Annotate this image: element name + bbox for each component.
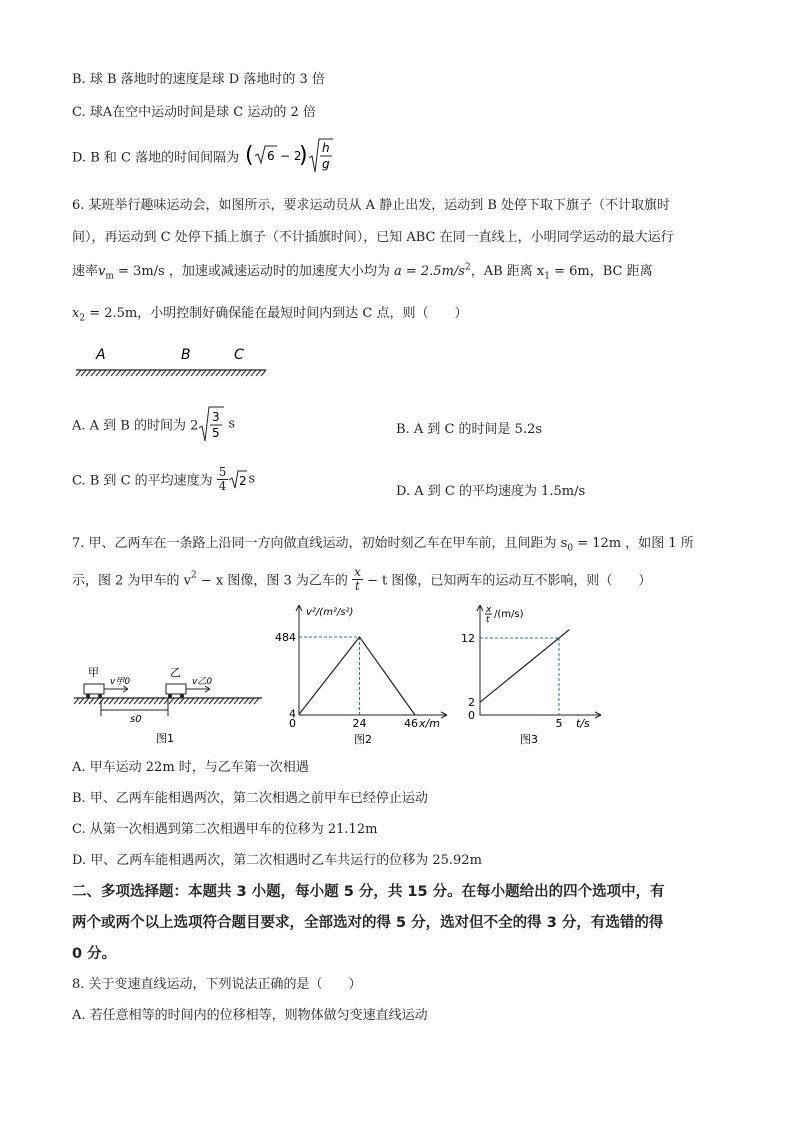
q7-figure-2-chart (275, 603, 450, 746)
denominator: 5 (212, 426, 221, 440)
q6-option-c (72, 466, 255, 506)
road-hatching (74, 698, 259, 704)
q5-option-b: B. 球 B 落地时的速度是球 D 落地时的 3 倍 (72, 72, 325, 87)
text: − x 图像，图 3 为乙车的 (196, 573, 348, 589)
acceleration: a = 2.5m/s (394, 264, 465, 279)
superscript: 2 (191, 570, 197, 581)
denominator: t (355, 578, 360, 593)
q6-stem-line4 (72, 302, 467, 324)
radicand-six: 6 (267, 149, 275, 163)
q8-stem: 8. 关于变速直线运动，下列说法正确的是（ ） (72, 977, 362, 992)
y-axis-label-numerator: x (486, 605, 492, 615)
q7-option-d: D. 甲、乙两车能相遇两次，第二次相遇时乙车共运行的位移为 25.92m (72, 853, 482, 868)
unit: s (248, 471, 256, 487)
q6-figure-track (72, 342, 272, 382)
series-line-v2-x (299, 637, 415, 715)
numerator: 5 (218, 465, 227, 479)
car-yi (166, 684, 186, 694)
minus-two: − 2 (280, 149, 302, 163)
tick-label-4: 4 (289, 707, 296, 721)
s0-subscript: 0 (567, 543, 574, 554)
car-jia (84, 684, 104, 694)
text: ，AB 距离 x (470, 264, 545, 279)
tick-label-12: 12 (461, 632, 475, 645)
tick-label-2: 2 (468, 696, 475, 710)
point-a-label: A (96, 347, 106, 363)
origin-label: 0 (468, 709, 475, 722)
q7-stem-line2 (72, 566, 651, 596)
q5-option-d-text: D. B 和 C 落地的时间间隔为 (72, 150, 240, 166)
q7-option-a: A. 甲车运动 22m 时，与乙车第一次相遇 (72, 760, 309, 775)
section-2-heading-line2: 两个或两个以上选项符合题目要求，全部选对的得 5 分，选对但不全的得 3 分，有选错的得 (72, 915, 664, 931)
q5-option-c: C. 球A在空中运动时间是球 C 运动的 2 倍 (72, 105, 316, 120)
tick-label-484: 484 (275, 631, 296, 644)
ground-hatching (76, 370, 266, 376)
q6-stem-line1: 6. 某班举行趣味运动会，如图所示，要求运动员从 A 静止出发，运动到 B 处停下取下旗子（不计取旗时 (72, 198, 671, 213)
text: = 12m ，如图 1 所 (573, 536, 694, 551)
q6-option-d: D. A 到 C 的平均速度为 1.5m/s (396, 484, 586, 499)
q7-figure-1 (70, 660, 270, 746)
text: C. B 到 C 的平均速度为 (72, 473, 213, 489)
text: = 2.5m，小明控制好确保能在最短时间内到达 C 点，则（ ） (85, 306, 468, 321)
car-jia-label: 甲 (88, 666, 99, 679)
q6-stem-line3 (72, 260, 653, 282)
x-axis-label: t/s (576, 717, 590, 730)
vm-subscript: m (105, 271, 114, 282)
text: = 3m/s ，加速或减速运动时的加速度大小均为 (113, 264, 394, 279)
q6-option-a-radical (198, 404, 228, 444)
q6-option-c-fraction (217, 466, 229, 492)
section-2-heading-line3: 0 分。 (72, 946, 117, 962)
x-axis-label: x/m (419, 717, 440, 730)
unit: s (228, 416, 236, 432)
text: 7. 甲、乙两车在一条路上沿同一方向做直线运动，初始时刻乙车在甲车前，且间距为 s (72, 536, 568, 551)
x2-symbol: x (72, 306, 80, 321)
point-b-label: B (181, 347, 191, 363)
q7-option-c: C. 从第一次相遇到第二次相遇甲车的位移为 21.12m (72, 822, 378, 837)
point-c-label: C (234, 347, 244, 363)
y-axis-label: v²/(m²/s²) (306, 607, 354, 618)
tick-label-46: 46 (404, 717, 418, 730)
x-over-t-fraction (352, 566, 363, 592)
radicand: 2 (239, 474, 248, 489)
q6-option-a (72, 404, 235, 444)
x2-subscript: 2 (79, 313, 86, 324)
paren-left: ( (245, 143, 254, 168)
series-line-xt-t (480, 630, 569, 703)
numerator: 3 (212, 410, 221, 424)
q7-option-b: B. 甲、乙两车能相遇两次，第二次相遇之前甲车已经停止运动 (72, 791, 428, 806)
y-axis-label-denominator: t (486, 615, 490, 625)
denominator: 4 (218, 478, 227, 493)
tick-label-5: 5 (555, 717, 563, 730)
paren-right: ) (299, 143, 308, 168)
section-2-heading-line1: 二、多项选择题：本题共 3 小题，每小题 5 分，共 15 分。在每小题给出的四个选项中，有 (72, 884, 665, 900)
vm-symbol: v (98, 264, 106, 279)
x1-subscript: 1 (544, 271, 550, 282)
denominator-g: g (322, 157, 330, 171)
y-axis-label-unit: /(m/s) (494, 609, 524, 620)
figure-3-caption: 图3 (520, 733, 538, 746)
q6-option-b: B. A 到 C 的时间是 5.2s (396, 422, 543, 437)
text: 速率 (72, 264, 99, 279)
figure-2-caption: 图2 (354, 733, 372, 746)
q8-option-a: A. 若任意相等的时间内的位移相等，则物体做匀变速直线运动 (72, 1008, 428, 1023)
tick-label-24: 24 (352, 717, 367, 730)
q7-figure-3-chart (455, 603, 605, 745)
q7-stem-line1 (72, 532, 694, 554)
velocity-jia-label: v甲0 (110, 677, 131, 687)
car-yi-label: 乙 (170, 666, 181, 679)
origin-label: 0 (289, 717, 296, 730)
text: = 6m，BC 距离 (549, 264, 653, 279)
numerator: x (354, 565, 361, 579)
text: 示，图 2 为甲车的 v (72, 573, 192, 589)
gap-s0-label: s0 (130, 714, 142, 725)
numerator-h: h (322, 141, 330, 155)
velocity-yi-label: v乙0 (192, 677, 213, 687)
text: − t 图像，已知两车的运动互不影响，则（ ） (362, 573, 652, 589)
q5-option-d (72, 136, 353, 176)
q6-stem-line2: 间），再运动到 C 处停下插上旗子（不计插旗时间），已知 ABC 在同一直线上，小明同学运动的最大运行 (72, 230, 674, 245)
q6-option-c-radical (228, 468, 248, 490)
figure-1-caption: 图1 (156, 732, 174, 745)
text: A. A 到 B 的时间为 2 (72, 418, 199, 434)
q5-option-d-formula (243, 136, 353, 176)
superscript: 2 (464, 262, 471, 273)
